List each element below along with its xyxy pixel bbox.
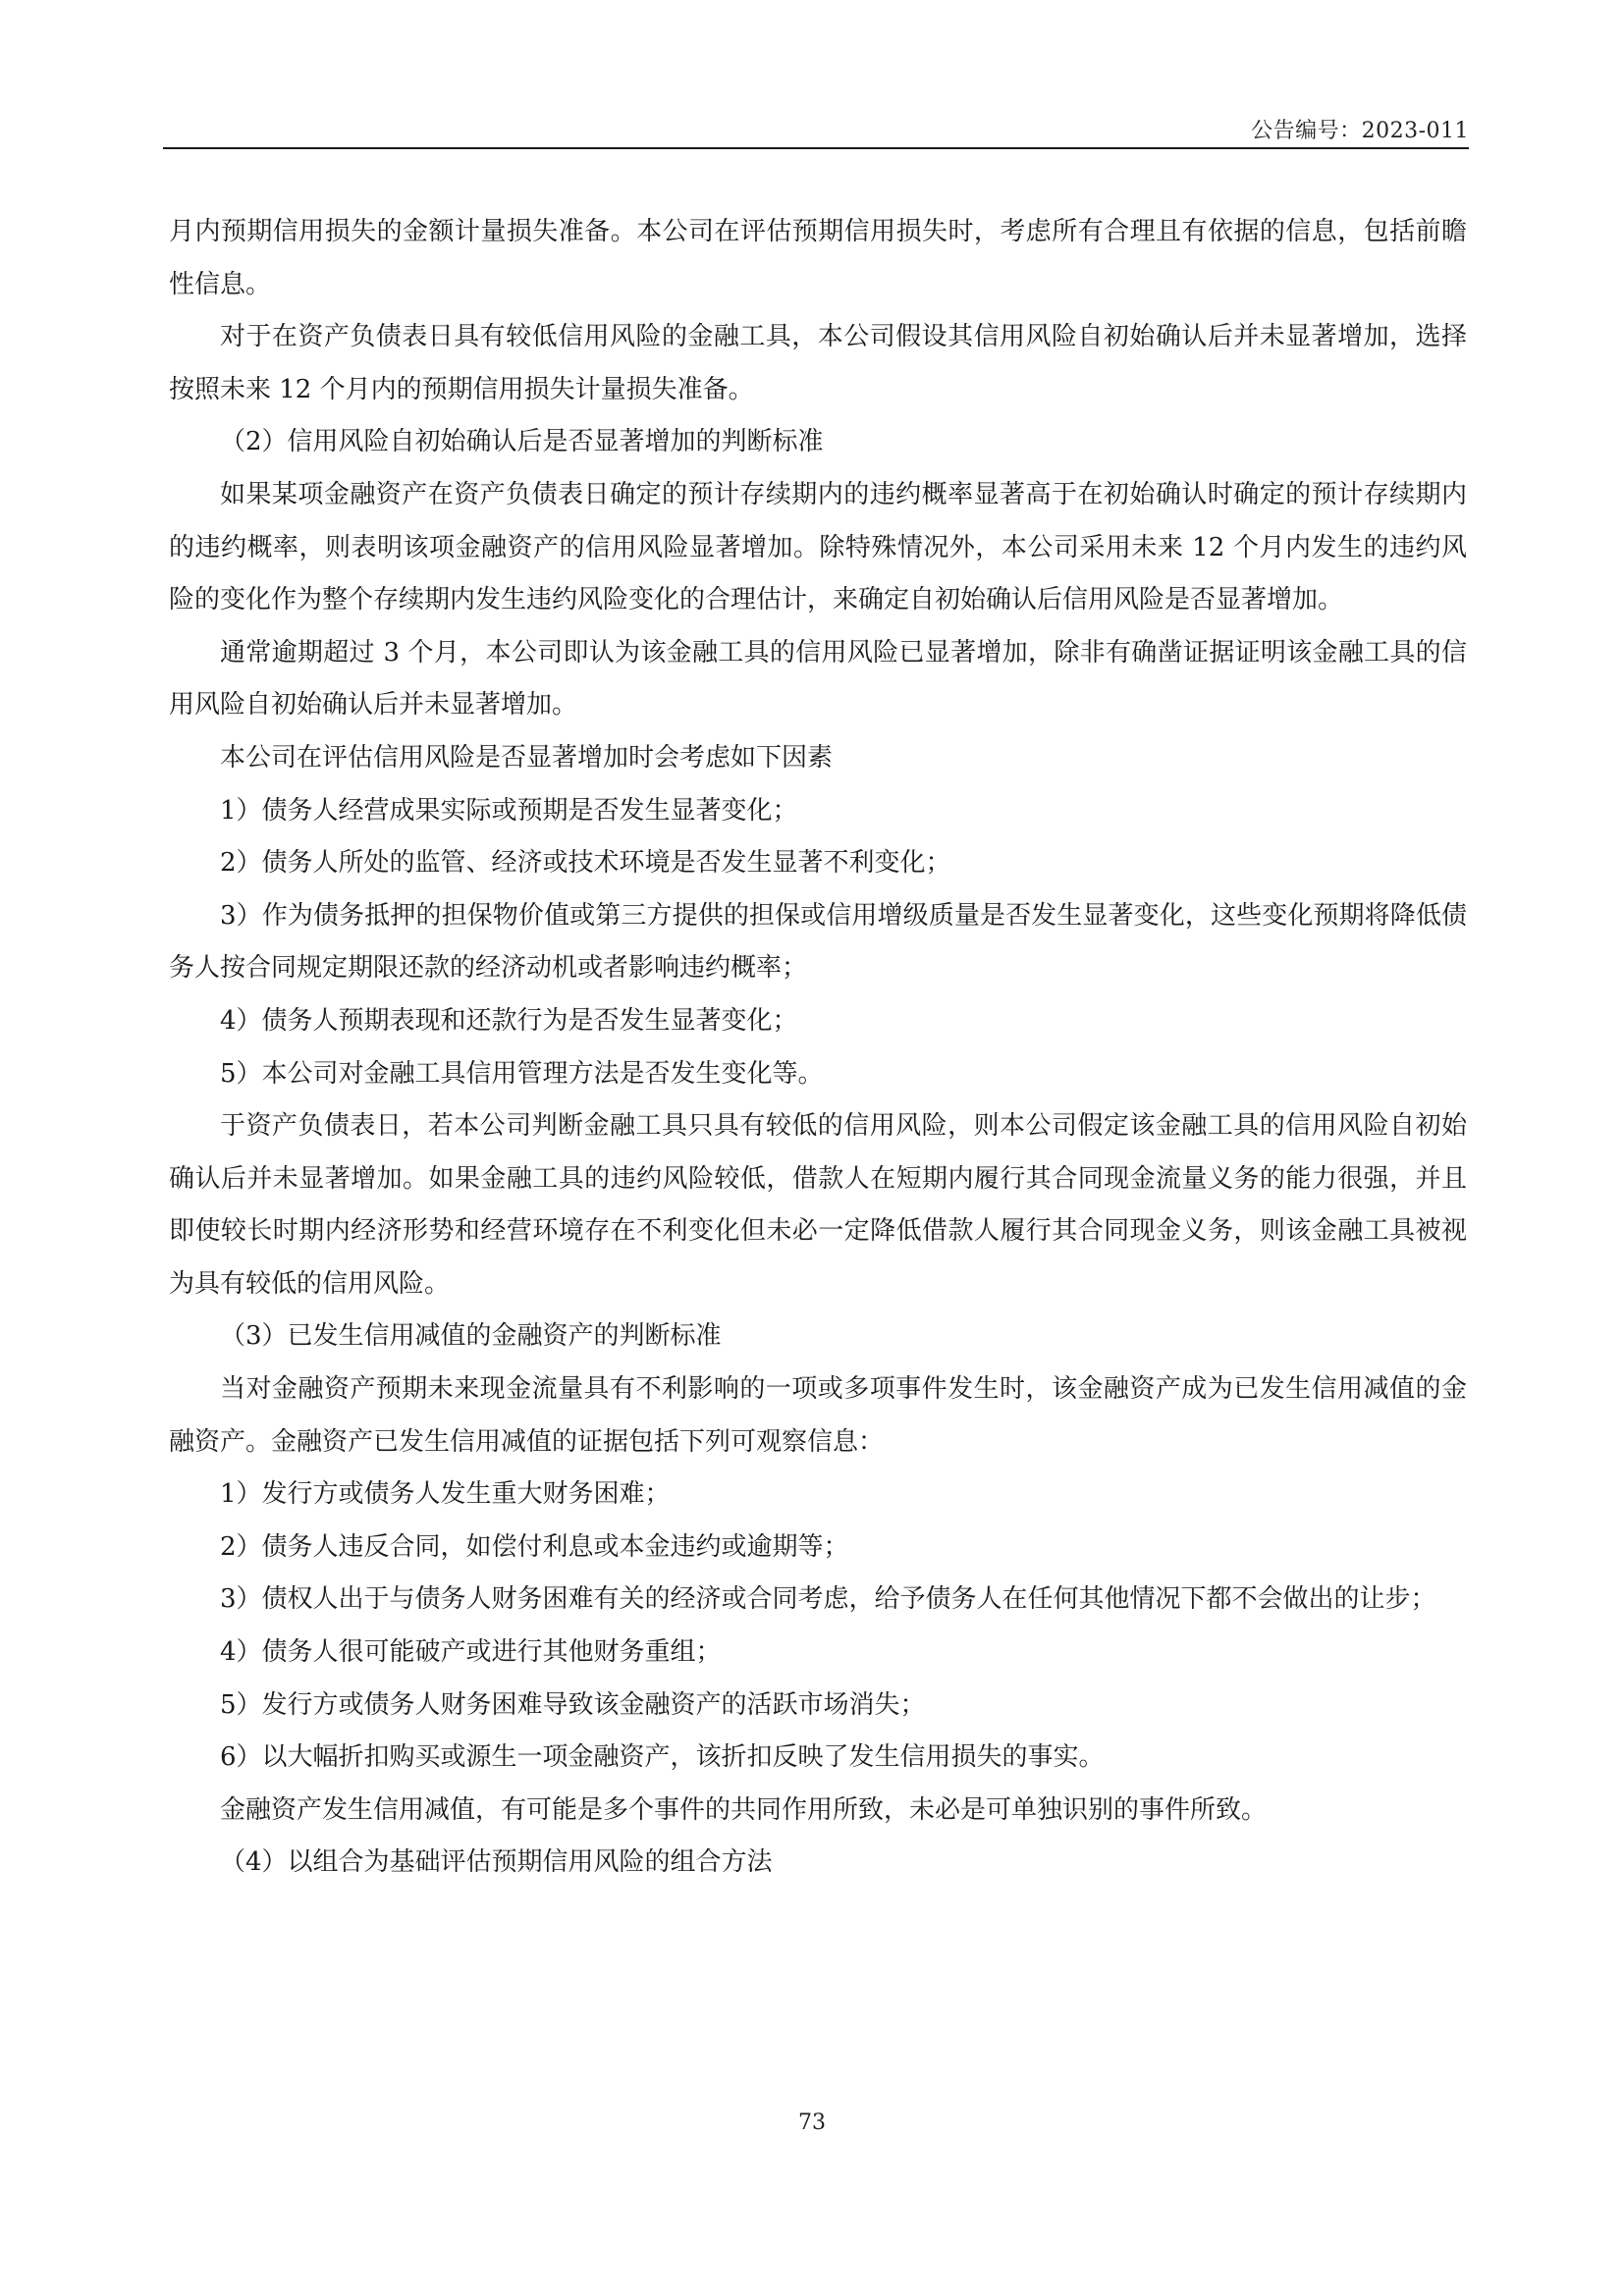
document-body [169,206,1467,1890]
paragraph: 如果某项金融资产在资产负债表日确定的预计存续期内的违约概率显著高于在初始确认时确定的预计存续期内的违约概率，则表明该项金融资产的信用风险显著增加。除特殊情况外，本公司采用未来 12 个月内发生的违约风险的变化作为整个存续期内发生违约风险变化的合理估计，来确定自初始确认后信用风险是否显著增加。 [169,479,1467,615]
list-item: 3）债权人出于与债务人财务困难有关的经济或合同考虑，给予债务人在任何其他情况下都不会做出的让步； [220,1584,1436,1615]
paragraph: 金融资产发生信用减值，有可能是多个事件的共同作用所致，未必是可单独识别的事件所致。 [220,1794,1268,1825]
list-item: 3）作为债务抵押的担保物价值或第三方提供的担保或信用增级质量是否发生显著变化，这些变化预期将降低债务人按合同规定期限还款的经济动机或者影响违约概率； [169,900,1467,984]
list-item: 5）本公司对金融工具信用管理方法是否发生变化等。 [220,1058,824,1089]
announcement-number: 公告编号：2023-011 [1251,119,1469,143]
list-item: 4）债务人很可能破产或进行其他财务重组； [220,1637,722,1668]
section-heading: （2）信用风险自初始确认后是否显著增加的判断标准 [220,427,824,457]
list-item: 2）债务人违反合同，如偿付利息或本金违约或逾期等； [220,1531,849,1562]
list-item: 5）发行方或债务人财务困难导致该金融资产的活跃市场消失； [220,1689,926,1720]
paragraph: 于资产负债表日，若本公司判断金融工具只具有较低的信用风险，则本公司假定该金融工具的信用风险自初始确认后并未显著增加。如果金融工具的违约风险较低，借款人在短期内履行其合同现金流量义务的能力很强，并且即使较长时期内经济形势和经营环境存在不利变化但未必一定降低借款人履行其合同现金义务，则该金融工具被视为具有较低的信用风险。 [169,1111,1467,1299]
section-heading: （3）已发生信用减值的金融资产的判断标准 [220,1321,722,1352]
header-divider [163,147,1469,149]
list-item: 1）债务人经营成果实际或预期是否发生显著变化； [220,795,798,826]
paragraph: 对于在资产负债表日具有较低信用风险的金融工具，本公司假设其信用风险自初始确认后并未显著增加，选择按照未来 12 个月内的预期信用损失计量损失准备。 [169,322,1467,404]
list-item: 2）债务人所处的监管、经济或技术环境是否发生显著不利变化； [220,848,951,879]
paragraph: 月内预期信用损失的金额计量损失准备。本公司在评估预期信用损失时，考虑所有合理且有依据的信息，包括前瞻性信息。 [169,217,1467,299]
list-item: 1）发行方或债务人发生重大财务困难； [220,1479,671,1510]
section-heading: （4）以组合为基础评估预期信用风险的组合方法 [220,1847,773,1878]
page-number: 73 [798,2110,826,2135]
list-item: 4）债务人预期表现和还款行为是否发生显著变化； [220,1005,798,1036]
paragraph: 通常逾期超过 3 个月，本公司即认为该金融工具的信用风险已显著增加，除非有确凿证据证明该金融工具的信用风险自初始确认后并未显著增加。 [169,637,1467,721]
paragraph: 本公司在评估信用风险是否显著增加时会考虑如下因素 [220,742,834,773]
list-item: 6）以大幅折扣购买或源生一项金融资产，该折扣反映了发生信用损失的事实。 [220,1742,1105,1773]
paragraph: 当对金融资产预期未来现金流量具有不利影响的一项或多项事件发生时，该金融资产成为已发生信用减值的金融资产。金融资产已发生信用减值的证据包括下列可观察信息： [169,1374,1467,1457]
